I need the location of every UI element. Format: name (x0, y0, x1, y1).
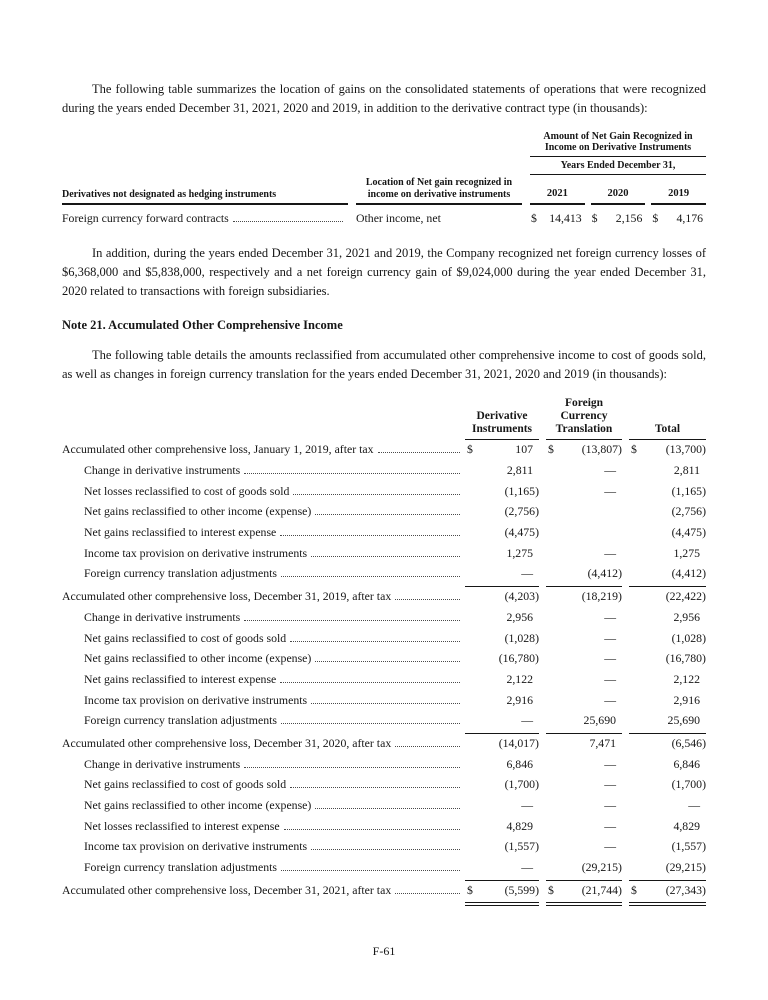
table-row (62, 775, 706, 796)
foreign-currency-value: 25,690 (546, 711, 622, 733)
col-foreign-currency-translation: Foreign Currency Translation (546, 397, 622, 440)
col-total: Total (629, 397, 706, 440)
total-value: $ (13,700) (631, 442, 706, 457)
foreign-currency-value: — (604, 651, 616, 666)
derivative-instruments-value: (14,017) (498, 735, 539, 750)
row-label: Change in derivative instruments (84, 756, 241, 771)
total-value: (2,756) (671, 504, 706, 519)
table-row (62, 755, 706, 776)
row-label: Net losses reclassified to cost of goods sold (84, 483, 290, 498)
derivative-instruments-value: 2,811 (506, 463, 533, 478)
row-label-cell (62, 502, 465, 523)
row-label-cell (62, 649, 465, 670)
table-row (62, 461, 706, 482)
value-2020: $ 2,156 (591, 211, 643, 226)
foreign-currency-value: — (604, 818, 616, 833)
total-value: $ (27,343) (629, 880, 706, 904)
dot-leader (293, 494, 460, 495)
derivative-instruments-value: 2,956 (506, 609, 533, 624)
dot-leader (280, 535, 460, 536)
table-row (62, 733, 706, 754)
foreign-currency-value (546, 502, 622, 523)
value-2021: $ 14,413 (531, 211, 582, 226)
total-value: 4,829 (673, 818, 700, 833)
row-label: Income tax provision on derivative instruments (84, 545, 308, 560)
col-derivative-instruments: Derivative Instruments (465, 397, 539, 440)
row-label: Income tax provision on derivative instruments (84, 692, 308, 707)
dot-leader (244, 767, 460, 768)
derivative-instruments-value: (1,557) (504, 839, 539, 854)
dot-leader (281, 576, 460, 577)
row-label-cell (62, 858, 465, 880)
dot-leader (395, 746, 460, 747)
total-value: 6,846 (673, 756, 700, 771)
row-label: Foreign currency forward contracts (62, 211, 229, 226)
dot-leader (311, 849, 460, 850)
foreign-currency-value: (29,215) (546, 858, 622, 880)
row-label: Change in derivative instruments (84, 463, 241, 478)
foreign-currency-value: (4,412) (546, 564, 622, 586)
total-value: (4,475) (671, 525, 706, 540)
total-value: (22,422) (665, 589, 706, 604)
total-value: (1,557) (671, 839, 706, 854)
foreign-currency-value: — (604, 777, 616, 792)
table-row (62, 564, 706, 586)
table-row (62, 880, 706, 904)
dot-leader (311, 703, 460, 704)
foreign-currency-value: $ (21,744) (546, 880, 622, 904)
total-value: (1,165) (671, 483, 706, 498)
row-label-cell (62, 629, 465, 650)
table-row (62, 523, 706, 544)
row-label-cell (62, 837, 465, 858)
derivative-instruments-value: 2,122 (506, 671, 533, 686)
foreign-currency-value: 7,471 (589, 735, 616, 750)
col-derivatives-not-designated: Derivatives not designated as hedging instruments (62, 189, 348, 206)
foreign-currency-value: — (604, 671, 616, 686)
dot-leader (281, 723, 460, 724)
table-row (62, 817, 706, 838)
derivative-instruments-value: (1,165) (504, 483, 539, 498)
total-value: (29,215) (629, 858, 706, 880)
row-label-cell (62, 440, 465, 461)
table-row (62, 670, 706, 691)
derivative-instruments-value: (4,475) (504, 525, 539, 540)
total-value: 2,811 (673, 463, 700, 478)
row-label-cell (62, 461, 465, 482)
derivative-instruments-value: 4,829 (506, 818, 533, 833)
total-value: — (688, 798, 700, 813)
foreign-currency-value: — (604, 692, 616, 707)
row-label-cell (62, 880, 465, 904)
span-header-row (62, 131, 706, 158)
dot-leader (315, 808, 460, 809)
row-label-cell (62, 775, 465, 796)
aoci-header-row (62, 397, 706, 440)
page-number: F-61 (372, 944, 396, 958)
row-label: Net gains reclassified to other income (expense) (84, 651, 312, 666)
foreign-currency-value: — (604, 756, 616, 771)
foreign-currency-value: — (604, 630, 616, 645)
table-row (62, 608, 706, 629)
value-2019: $ 4,176 (652, 211, 704, 226)
col-year-2021: 2021 (530, 186, 585, 206)
row-label-cell (62, 755, 465, 776)
years-header-row (62, 157, 706, 175)
foreign-currency-value: — (604, 839, 616, 854)
derivative-instruments-value: $ 107 (467, 442, 533, 457)
foreign-currency-value: — (604, 609, 616, 624)
row-label: Foreign currency translation adjustments (84, 566, 277, 581)
derivative-instruments-value: 6,846 (506, 756, 533, 771)
row-label: Net gains reclassified to other income (expense) (84, 798, 312, 813)
dot-leader (315, 661, 460, 662)
row-label-cell (62, 733, 465, 754)
row-label: Accumulated other comprehensive loss, December 31, 2020, after tax (62, 735, 392, 750)
row-label: Change in derivative instruments (84, 609, 241, 624)
dot-leader (315, 514, 460, 515)
row-label-cell (62, 817, 465, 838)
total-value: (1,700) (671, 777, 706, 792)
derivative-instruments-value: — (465, 858, 539, 880)
row-label-cell (62, 523, 465, 544)
table-row (62, 796, 706, 817)
row-label-cell (62, 482, 465, 503)
total-value: 1,275 (673, 545, 700, 560)
years-ended-header: Years Ended December 31, (530, 160, 706, 175)
dot-leader (378, 452, 460, 453)
row-label: Net losses reclassified to interest expense (84, 818, 280, 833)
paragraph-reclassified: The following table details the amounts reclassified from accumulated other comprehensive income to cost of goods sold, as well as changes in foreign currency translation for the years ended December 31, 2021, 2020 and 2019 (in thousands): (62, 348, 706, 381)
note-21-heading: Note 21. Accumulated Other Comprehensive Income (62, 318, 343, 333)
row-label: Income tax provision on derivative instruments (84, 839, 308, 854)
foreign-currency-value: — (604, 545, 616, 560)
derivative-instruments-value: 1,275 (506, 545, 533, 560)
derivative-instruments-value: — (521, 798, 533, 813)
derivative-instruments-value: $ (5,599) (465, 880, 539, 904)
dot-leader (290, 641, 460, 642)
table-row (62, 587, 706, 608)
column-header-row (62, 177, 706, 206)
foreign-currency-value: — (604, 483, 616, 498)
table-row (62, 482, 706, 503)
col-year-2019: 2019 (651, 186, 706, 206)
row-label-cell (62, 544, 465, 565)
row-label: Foreign currency translation adjustments (84, 713, 277, 728)
row-label: Net gains reclassified to other income (expense) (84, 504, 312, 519)
total-value: (4,412) (629, 564, 706, 586)
table-row (62, 649, 706, 670)
table-row (62, 629, 706, 650)
foreign-currency-value: $ (13,807) (548, 442, 622, 457)
table-row (62, 502, 706, 523)
paragraph-gains-location: The following table summarizes the location of gains on the consolidated statements of operations that were recognized during the years ended December 31, 2021, 2020 and 2019, in addition to the derivative contract type (in thousands): (62, 82, 706, 115)
row-label: Accumulated other comprehensive loss, January 1, 2019, after tax (62, 442, 374, 457)
derivative-instruments-value: (1,028) (504, 630, 539, 645)
span-header: Amount of Net Gain Recognized in Income on Derivative Instruments (530, 131, 706, 158)
derivative-instruments-value: (4,203) (504, 589, 539, 604)
foreign-currency-value (546, 523, 622, 544)
row-label-cell (62, 691, 465, 712)
derivative-instruments-value: — (465, 711, 539, 733)
table-row (62, 711, 706, 733)
derivative-instruments-value: (2,756) (504, 504, 539, 519)
foreign-currency-value: (18,219) (581, 589, 622, 604)
derivative-instruments-value: — (465, 564, 539, 586)
row-label-cell (62, 564, 465, 586)
foreign-currency-value: — (604, 798, 616, 813)
row-label: Accumulated other comprehensive loss, December 31, 2021, after tax (62, 882, 392, 897)
aoci-table (62, 397, 706, 907)
row-label: Net gains reclassified to cost of goods sold (84, 777, 287, 792)
dot-leader (284, 829, 460, 830)
total-value: 2,916 (673, 692, 700, 707)
row-label: Net gains reclassified to cost of goods sold (84, 630, 287, 645)
total-value: 2,956 (673, 609, 700, 624)
table-row (62, 837, 706, 858)
table-row (62, 440, 706, 461)
dot-leader (244, 620, 460, 621)
row-label: Net gains reclassified to interest expense (84, 525, 277, 540)
table-row (62, 544, 706, 565)
total-value: 25,690 (629, 711, 706, 733)
row-label: Foreign currency translation adjustments (84, 860, 277, 875)
derivative-instruments-value: 2,916 (506, 692, 533, 707)
total-value: 2,122 (673, 671, 700, 686)
dot-leader (281, 870, 460, 871)
derivative-instruments-value: (1,700) (504, 777, 539, 792)
row-label: Net gains reclassified to interest expense (84, 671, 277, 686)
col-location-of-net-gain: Location of Net gain recognized in income on derivative instruments (356, 177, 522, 206)
dot-leader (311, 556, 460, 557)
total-value: (1,028) (671, 630, 706, 645)
dot-leader (395, 599, 460, 600)
aoci-table-body (62, 440, 706, 905)
row-label-cell (62, 670, 465, 691)
total-value: (16,780) (665, 651, 706, 666)
dot-leader (290, 787, 460, 788)
paragraph-foreign-currency: In addition, during the years ended December 31, 2021 and 2019, the Company recognized net foreign currency losses of $6,368,000 and $5,838,000, respectively and a net foreign currency gain of $9,024,000 during the year ended December 31, 2020 related to transactions with foreign subsidiaries. (62, 246, 706, 298)
col-year-2020: 2020 (591, 186, 646, 206)
table-row (62, 691, 706, 712)
total-value: (6,546) (671, 735, 706, 750)
row-label-cell (62, 796, 465, 817)
row-label-cell (62, 587, 465, 608)
gain-location-value: Other income, net (356, 211, 441, 226)
dot-leader (244, 473, 460, 474)
row-label-cell (62, 711, 465, 733)
derivative-gains-table (62, 131, 706, 229)
row-label: Accumulated other comprehensive loss, December 31, 2019, after tax (62, 589, 392, 604)
dot-leader (233, 221, 343, 222)
dot-leader (280, 682, 460, 683)
table-row (62, 858, 706, 880)
derivative-instruments-value: (16,780) (498, 651, 539, 666)
forward-contracts-row (62, 210, 706, 228)
foreign-currency-value: — (604, 463, 616, 478)
dot-leader (395, 893, 460, 894)
row-label-cell (62, 608, 465, 629)
